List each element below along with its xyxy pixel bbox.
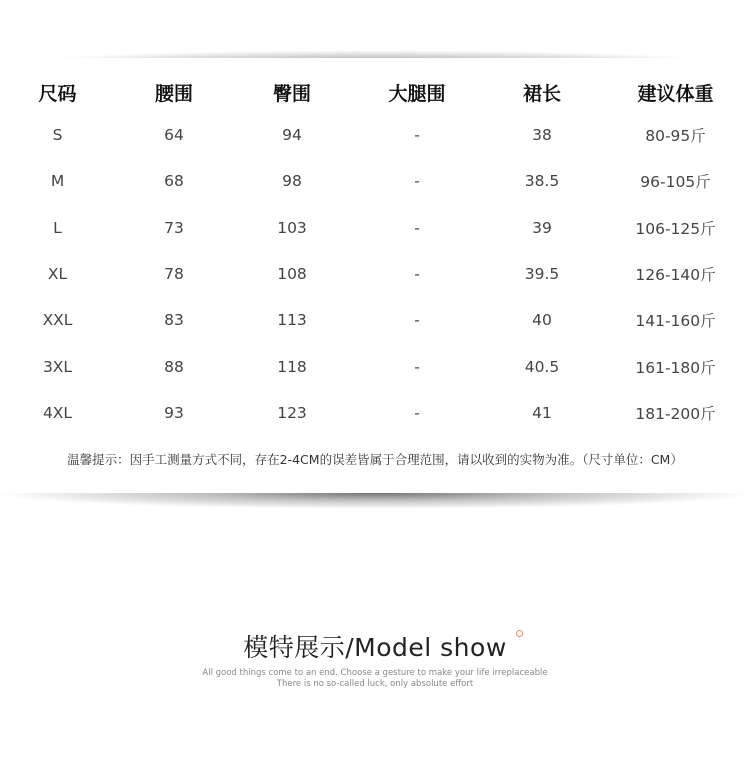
header-thigh: 大腿围 <box>388 82 446 105</box>
cell-skirt-length: 40 <box>532 311 552 330</box>
cell-waist: 83 <box>164 311 184 330</box>
table-row <box>0 158 750 204</box>
table-row <box>0 390 750 436</box>
cell-thigh: - <box>414 265 420 284</box>
cell-size: M <box>50 172 65 191</box>
cell-skirt-length: 38 <box>532 126 552 145</box>
cell-hip: 98 <box>282 172 302 191</box>
size-chart-header-row <box>0 72 750 112</box>
cell-hip: 103 <box>277 218 307 237</box>
decorative-circle-icon <box>516 630 523 637</box>
header-skirt-length: 裙长 <box>522 82 561 105</box>
header-hip: 臀围 <box>272 82 311 105</box>
cell-skirt-length: 41 <box>532 403 552 422</box>
cell-size: S <box>52 126 63 145</box>
table-row <box>0 251 750 297</box>
cell-thigh: - <box>414 403 420 422</box>
cell-suggested-weight: 161-180斤 <box>635 358 716 377</box>
header-waist: 腰围 <box>154 82 193 105</box>
cell-thigh: - <box>414 311 420 330</box>
cell-hip: 113 <box>277 311 307 330</box>
cell-skirt-length: 40.5 <box>524 357 560 376</box>
cell-suggested-weight: 96-105斤 <box>640 173 711 192</box>
cell-skirt-length: 38.5 <box>524 172 560 191</box>
cell-hip: 94 <box>282 126 302 145</box>
cell-size: XXL <box>42 311 73 330</box>
cell-suggested-weight: 80-95斤 <box>645 127 706 146</box>
table-row <box>0 112 750 158</box>
bottom-shadow-divider <box>0 493 750 537</box>
cell-size: 3XL <box>42 357 73 376</box>
cell-skirt-length: 39.5 <box>524 265 560 284</box>
cell-size: XL <box>47 265 68 284</box>
cell-skirt-length: 39 <box>532 218 552 237</box>
cell-thigh: - <box>414 126 420 145</box>
measurement-note: 温馨提示：因手工测量方式不同，存在2-4CM的误差皆属于合理范围，请以收到的实物为准。（尺寸单位：CM） <box>67 452 683 467</box>
cell-waist: 88 <box>164 357 184 376</box>
cell-waist: 68 <box>164 172 184 191</box>
cell-size: L <box>53 218 62 237</box>
cell-suggested-weight: 181-200斤 <box>635 404 716 423</box>
cell-waist: 93 <box>164 403 184 422</box>
cell-thigh: - <box>414 172 420 191</box>
size-chart-card <box>0 58 750 495</box>
cell-waist: 73 <box>164 218 184 237</box>
cell-hip: 123 <box>277 403 307 422</box>
cell-suggested-weight: 126-140斤 <box>635 266 716 285</box>
cell-thigh: - <box>414 357 420 376</box>
table-row <box>0 297 750 343</box>
table-row <box>0 343 750 389</box>
cell-suggested-weight: 106-125斤 <box>635 219 716 238</box>
header-size: 尺码 <box>38 82 77 105</box>
cell-thigh: - <box>414 218 420 237</box>
model-show-title: 模特展示/Model show <box>243 633 507 662</box>
header-suggested-weight: 建议体重 <box>637 82 714 105</box>
cell-hip: 108 <box>277 265 307 284</box>
size-chart-table <box>0 72 750 436</box>
cell-hip: 118 <box>277 357 307 376</box>
cell-waist: 64 <box>164 126 184 145</box>
cell-waist: 78 <box>164 265 184 284</box>
cell-size: 4XL <box>42 403 73 422</box>
model-show-subtitle-line2: There is no so-called luck, only absolute effort <box>276 679 474 689</box>
table-row <box>0 205 750 251</box>
model-show-subtitle-line1: All good things come to an end. Choose a gesture to make your life irreplaceable <box>202 668 548 678</box>
cell-suggested-weight: 141-160斤 <box>635 312 716 331</box>
